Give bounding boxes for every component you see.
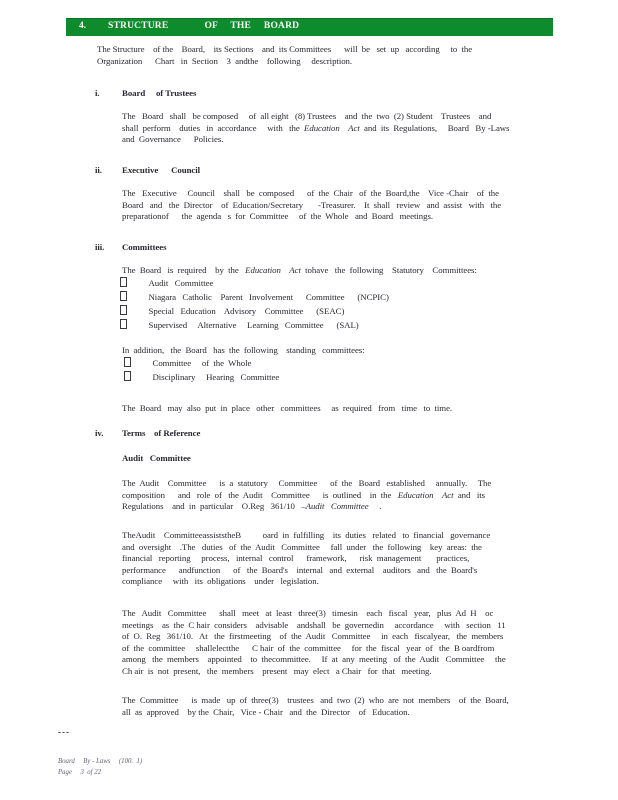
text-line: [122, 631, 506, 643]
item-i-numeral: i.: [95, 88, 100, 98]
text-line: [122, 501, 491, 513]
text-segment: Regulations and in particular O.Reg 361/10 –: [122, 501, 306, 511]
text-line: [120, 277, 389, 291]
text-line: [122, 654, 506, 666]
footer-page-number: Page 3 of 22: [58, 768, 102, 776]
text-line: [122, 530, 490, 542]
text-segment: The Audit Committee shall meet at least three(3) timesin each fiscal year, plus Ad H oc: [122, 608, 494, 618]
text-line: [122, 565, 490, 577]
audit-paragraph-2: [122, 530, 490, 588]
text-segment: Audit Committee: [305, 501, 369, 511]
item-iv-title: Terms of Reference: [122, 428, 201, 438]
text-segment: and its Regulations, Board By -Laws: [359, 122, 510, 133]
text-segment: all as approved by the Chair, Vice - Chair and the Director of Education.: [122, 706, 410, 717]
text-segment: and oversight .The duties of the Audit Committee fall under the following key areas: the: [122, 541, 482, 552]
text-segment: Niagara Catholic Parent Involvement Committee (NCPIC): [148, 291, 389, 302]
bullet-box-icon: [120, 291, 127, 301]
item-i-row: [95, 88, 196, 98]
text-segment: Education Act: [245, 265, 301, 275]
footer-doc-title: Board By - Laws (100. 1): [58, 758, 143, 765]
text-segment: The Executive Council shall be composed of the Chair of the Board,the Vice -Chair of the: [122, 188, 499, 198]
text-segment: performance andfunction of the Board's internal and external auditors and the Board's: [122, 564, 478, 575]
text-line: [124, 357, 279, 371]
item-iii-title: Committees: [122, 242, 167, 252]
text-segment: financial reporting process, internal control framework, risk management practices,: [122, 553, 470, 563]
committees-intro-paragraph: [122, 265, 477, 277]
text-segment: Education Act: [304, 122, 360, 133]
text-segment: The Board is required by the: [122, 265, 246, 275]
text-segment: among the members appointed to thecommittee. If at any meeting of the Audit Committee the: [122, 654, 506, 664]
separator-dashes: ---: [58, 727, 70, 737]
text-segment: preparationof the agenda s for Committee of the Whole and Board meetings.: [122, 211, 434, 221]
statutory-committees-list: [120, 277, 389, 333]
audit-committee-heading: Audit Committee: [122, 453, 191, 463]
text-segment: The Board may also put in place other committees as required from time to time.: [122, 403, 453, 413]
text-line: [122, 134, 509, 146]
item-i-title: Board of Trustees: [122, 88, 197, 98]
text-segment: meetings as the C hair considers advisable andshall be governedin accordance with section 11: [122, 619, 506, 630]
text-line: [120, 319, 389, 333]
standing-committees-list: [124, 357, 279, 385]
text-line: [97, 56, 472, 68]
bullet-box-icon: [124, 371, 131, 381]
audit-paragraph-1: [122, 478, 491, 513]
audit-paragraph-3: [122, 608, 506, 677]
text-line: [122, 403, 452, 415]
item-ii-row: [95, 165, 200, 175]
text-segment: .: [368, 501, 382, 511]
text-segment: Ch air is not present, the members present may elect a Chair for that meeting.: [122, 665, 432, 676]
text-line: [122, 123, 509, 135]
board-of-trustees-paragraph: [122, 111, 509, 146]
text-segment: The Audit Committee is a statutory Committee of the Board established annually. The: [122, 478, 492, 488]
text-segment: Disciplinary Hearing Committee: [152, 371, 280, 382]
bullet-box-icon: [120, 277, 127, 287]
text-line: [122, 608, 506, 620]
text-segment: The Board shall be composed of all eight (8) Trustees and the two (2) Student Trustees and: [122, 111, 492, 121]
text-line: [122, 666, 506, 678]
item-iii-row: [95, 242, 166, 252]
text-segment: and Governance Policies.: [122, 134, 224, 144]
text-segment: Organization Chart in Section 3 andthe following description.: [97, 55, 353, 66]
bullet-box-icon: [124, 357, 131, 367]
text-segment: of O. Reg 361/10. At the firstmeeting of the Audit Committee in each fiscalyear, the members: [122, 631, 504, 641]
item-iii-numeral: iii.: [95, 242, 105, 252]
text-line: [122, 188, 501, 200]
text-line: [122, 211, 501, 223]
text-line: [122, 345, 365, 357]
text-segment: tohave the following Statutory Committees:: [300, 265, 477, 275]
text-segment: Board and the Director of Education/Secretary -Treasurer. It shall review and assist with the: [122, 199, 502, 210]
text-segment: compliance with its obligations under legislation.: [122, 576, 319, 586]
text-segment: Special Education Advisory Committee (SEAC): [148, 305, 345, 316]
text-segment: Committee of the Whole: [152, 358, 252, 368]
text-segment: shall perform duties in accordance with the: [122, 122, 305, 133]
text-line: [122, 695, 509, 707]
bullet-box-icon: [120, 305, 127, 315]
item-iv-numeral: iv.: [95, 428, 104, 438]
other-committees-paragraph: [122, 403, 452, 415]
text-line: [97, 44, 472, 56]
text-line: [122, 490, 491, 502]
text-segment: of the committee shallelectthe C hair of the committee for the fiscal year of the B oardfrom: [122, 642, 495, 653]
text-line: [122, 643, 506, 655]
text-line: [122, 707, 509, 719]
item-ii-title: Executive Council: [122, 165, 201, 175]
text-line: [122, 111, 509, 123]
text-segment: and its: [453, 489, 485, 500]
section-number: 4.: [79, 21, 87, 31]
text-line: [122, 200, 501, 212]
text-line: [122, 542, 490, 554]
intro-paragraph: [97, 44, 472, 67]
executive-council-paragraph: [122, 188, 501, 223]
text-line: [122, 478, 491, 490]
audit-paragraph-4: [122, 695, 509, 718]
text-line: [124, 371, 279, 385]
text-segment: The Committee is made up of three(3) trustees and two (2) who are not members of the Board,: [122, 695, 509, 705]
text-line: [122, 576, 490, 588]
item-ii-numeral: ii.: [95, 165, 102, 175]
text-segment: Supervised Alternative Learning Committee (SAL): [148, 319, 359, 330]
section-header-bar: [66, 18, 553, 36]
text-line: [120, 291, 389, 305]
text-segment: Audit Committee: [148, 278, 214, 288]
text-line: [122, 620, 506, 632]
footer: [58, 757, 142, 778]
text-line: [122, 553, 490, 565]
text-segment: The Structure of the Board, its Sections and its Committees will be set up according to the: [97, 44, 473, 54]
text-segment: Education Act: [397, 489, 454, 500]
item-iv-row: [95, 428, 200, 438]
text-line: [120, 305, 389, 319]
text-segment: composition and role of the Audit Committee is outlined in the: [122, 489, 398, 500]
text-line: [122, 265, 477, 277]
standing-committees-intro: [122, 345, 365, 357]
section-title: STRUCTURE OF THE BOARD: [108, 21, 300, 31]
text-segment: TheAudit CommitteeassiststheB oard in fulfilling its duties related to financial governance: [122, 530, 491, 540]
bullet-box-icon: [120, 319, 127, 329]
text-segment: In addition, the Board has the following standing committees:: [122, 345, 365, 355]
